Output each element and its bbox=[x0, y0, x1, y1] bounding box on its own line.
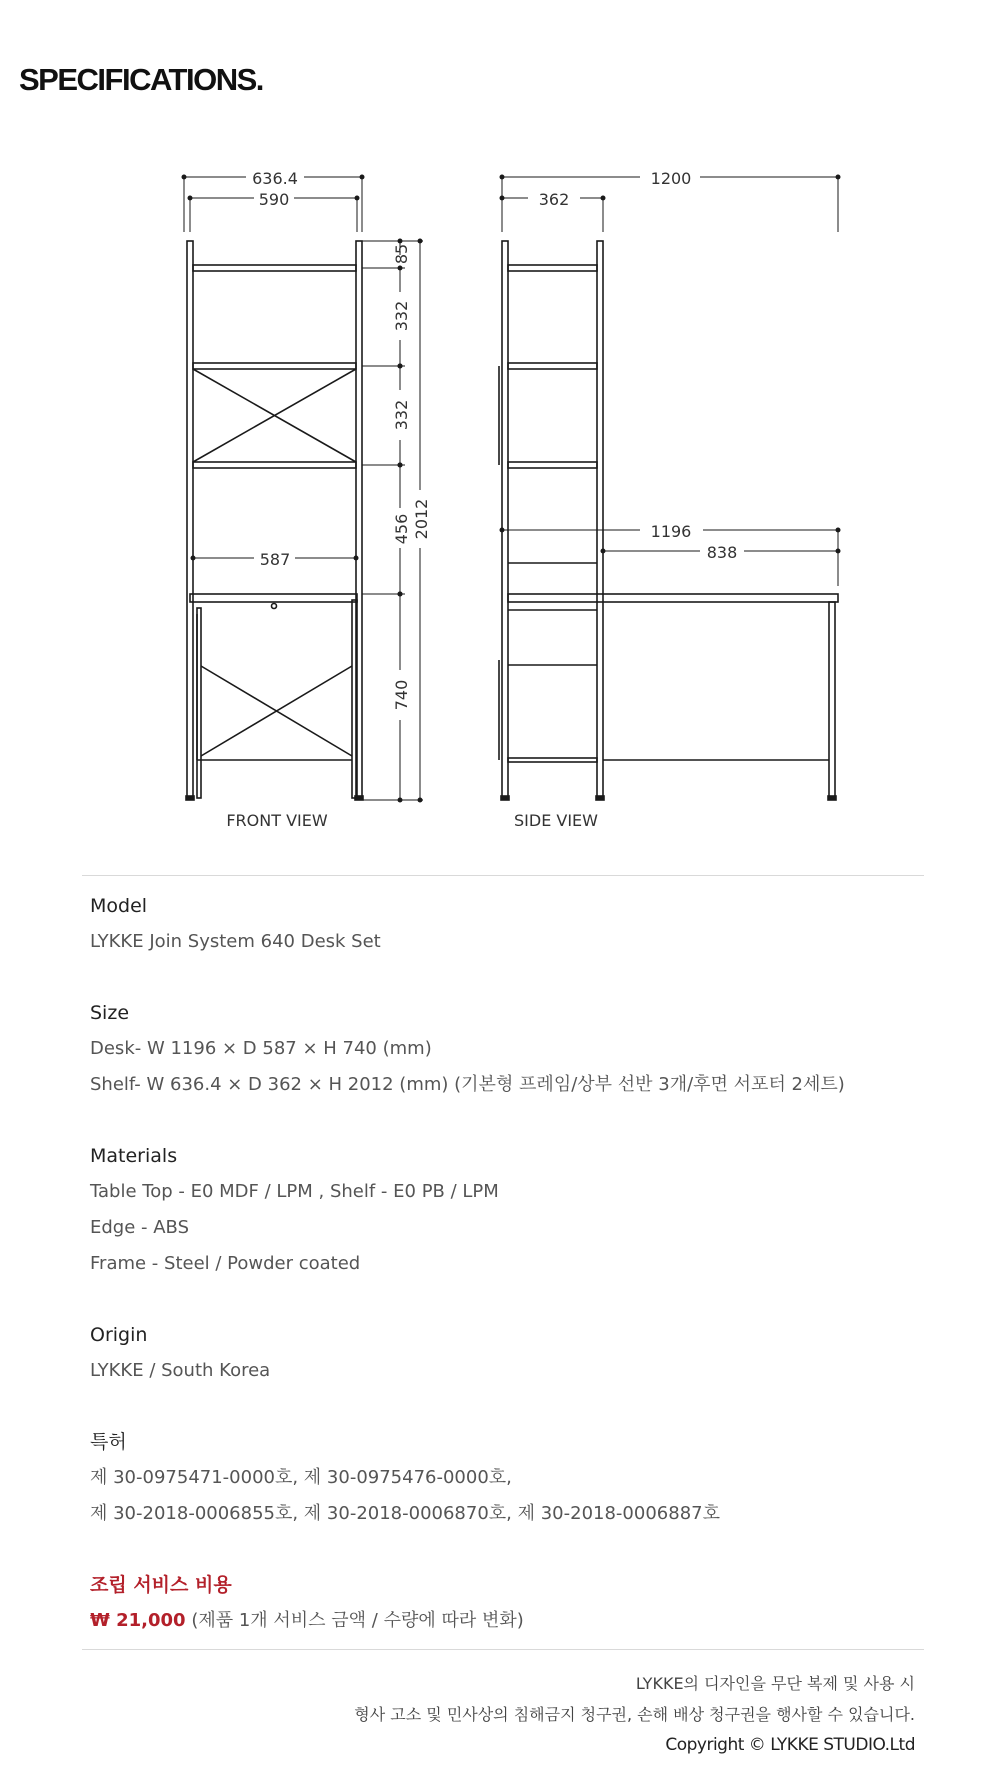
spec-value: LYKKE Join System 640 Desk Set bbox=[90, 931, 381, 952]
dim-front-inner-width: 590 bbox=[258, 190, 290, 209]
front-view-label: FRONT VIEW bbox=[226, 811, 328, 830]
spec-label: Model bbox=[90, 895, 148, 917]
service-label: 조립 서비스 비용 bbox=[90, 1574, 232, 1596]
dim-side-desk-length: 1196 bbox=[650, 522, 692, 541]
dim-front-total-height: 2012 bbox=[412, 498, 431, 540]
service-note: (제품 1개 서비스 금액 / 수량에 따라 변화) bbox=[191, 1610, 524, 1631]
dim-side-total-length: 1200 bbox=[650, 169, 692, 188]
spec-size bbox=[90, 995, 950, 1103]
spec-list bbox=[90, 888, 950, 1674]
side-back-post bbox=[597, 241, 603, 799]
page-title: SPECIFICATIONS. bbox=[19, 62, 263, 97]
spec-label: 특허 bbox=[90, 1431, 127, 1453]
side-view bbox=[499, 241, 838, 800]
dim-front-shelf-gap-2: 332 bbox=[392, 399, 411, 431]
dim-front-desk-height: 740 bbox=[392, 679, 411, 711]
front-left-post bbox=[187, 241, 193, 799]
spec-value: Frame - Steel / Powder coated bbox=[90, 1253, 361, 1274]
spec-label: Size bbox=[90, 1002, 130, 1024]
dim-side-shelf-depth: 362 bbox=[538, 190, 570, 209]
dim-front-top-gap: 85 bbox=[392, 243, 411, 265]
footer bbox=[354, 1668, 915, 1761]
side-shelf-2 bbox=[508, 363, 597, 369]
divider-bottom bbox=[82, 1649, 924, 1650]
spec-value: 제 30-0975471-0000호, 제 30-0975476-0000호, bbox=[90, 1467, 512, 1488]
front-shelf-2 bbox=[193, 363, 356, 369]
divider-top bbox=[82, 875, 924, 876]
front-desk-top bbox=[190, 594, 357, 602]
spec-label: Materials bbox=[90, 1145, 178, 1167]
spec-model bbox=[90, 888, 950, 960]
spec-patent bbox=[90, 1424, 950, 1532]
spec-value: Edge - ABS bbox=[90, 1217, 190, 1238]
dim-front-shelf-gap-1: 332 bbox=[392, 300, 411, 332]
footer-notice-2: 형사 고소 및 민사상의 침해금지 청구권, 손해 배상 청구권을 행사할 수 있습니다. bbox=[354, 1705, 915, 1724]
spec-label: Origin bbox=[90, 1324, 148, 1346]
dim-front-overall-width: 636.4 bbox=[252, 169, 298, 188]
front-view bbox=[186, 241, 363, 800]
spec-value: Desk- W 1196 × D 587 × H 740 (mm) bbox=[90, 1038, 432, 1059]
spec-materials bbox=[90, 1138, 950, 1282]
spec-value: Shelf- W 636.4 × D 362 × H 2012 (mm) (기본형 프레임/상부 선반 3개/후면 서포터 2세트) bbox=[90, 1074, 845, 1095]
service-price: ₩ 21,000 bbox=[90, 1610, 186, 1631]
spec-value: 제 30-2018-0006855호, 제 30-2018-0006870호, 제 30-2018-0006887호 bbox=[90, 1503, 720, 1524]
dim-front-desk-width: 587 bbox=[259, 550, 291, 569]
side-view-label: SIDE VIEW bbox=[514, 811, 598, 830]
spec-value: LYKKE / South Korea bbox=[90, 1360, 271, 1381]
side-shelf-3 bbox=[508, 462, 597, 468]
copyright: Copyright © LYKKE STUDIO.Ltd bbox=[665, 1735, 915, 1755]
side-desk-leg bbox=[829, 602, 835, 799]
spec-origin bbox=[90, 1317, 950, 1389]
footer-notice-1: LYKKE의 디자인을 무단 복제 및 사용 시 bbox=[635, 1674, 915, 1693]
side-shelf-1 bbox=[508, 265, 597, 271]
dim-side-desk-span: 838 bbox=[706, 543, 738, 562]
front-shelf-3 bbox=[193, 462, 356, 468]
dim-front-shelf-gap-3: 456 bbox=[392, 513, 411, 545]
side-front-post bbox=[502, 241, 508, 799]
spec-service bbox=[90, 1567, 950, 1639]
spec-value: Table Top - E0 MDF / LPM , Shelf - E0 PB / LPM bbox=[90, 1181, 499, 1202]
service-price-line bbox=[90, 1603, 950, 1639]
side-desk-top bbox=[508, 594, 838, 602]
specification-drawing bbox=[0, 150, 1000, 840]
front-shelf-1 bbox=[193, 265, 356, 271]
